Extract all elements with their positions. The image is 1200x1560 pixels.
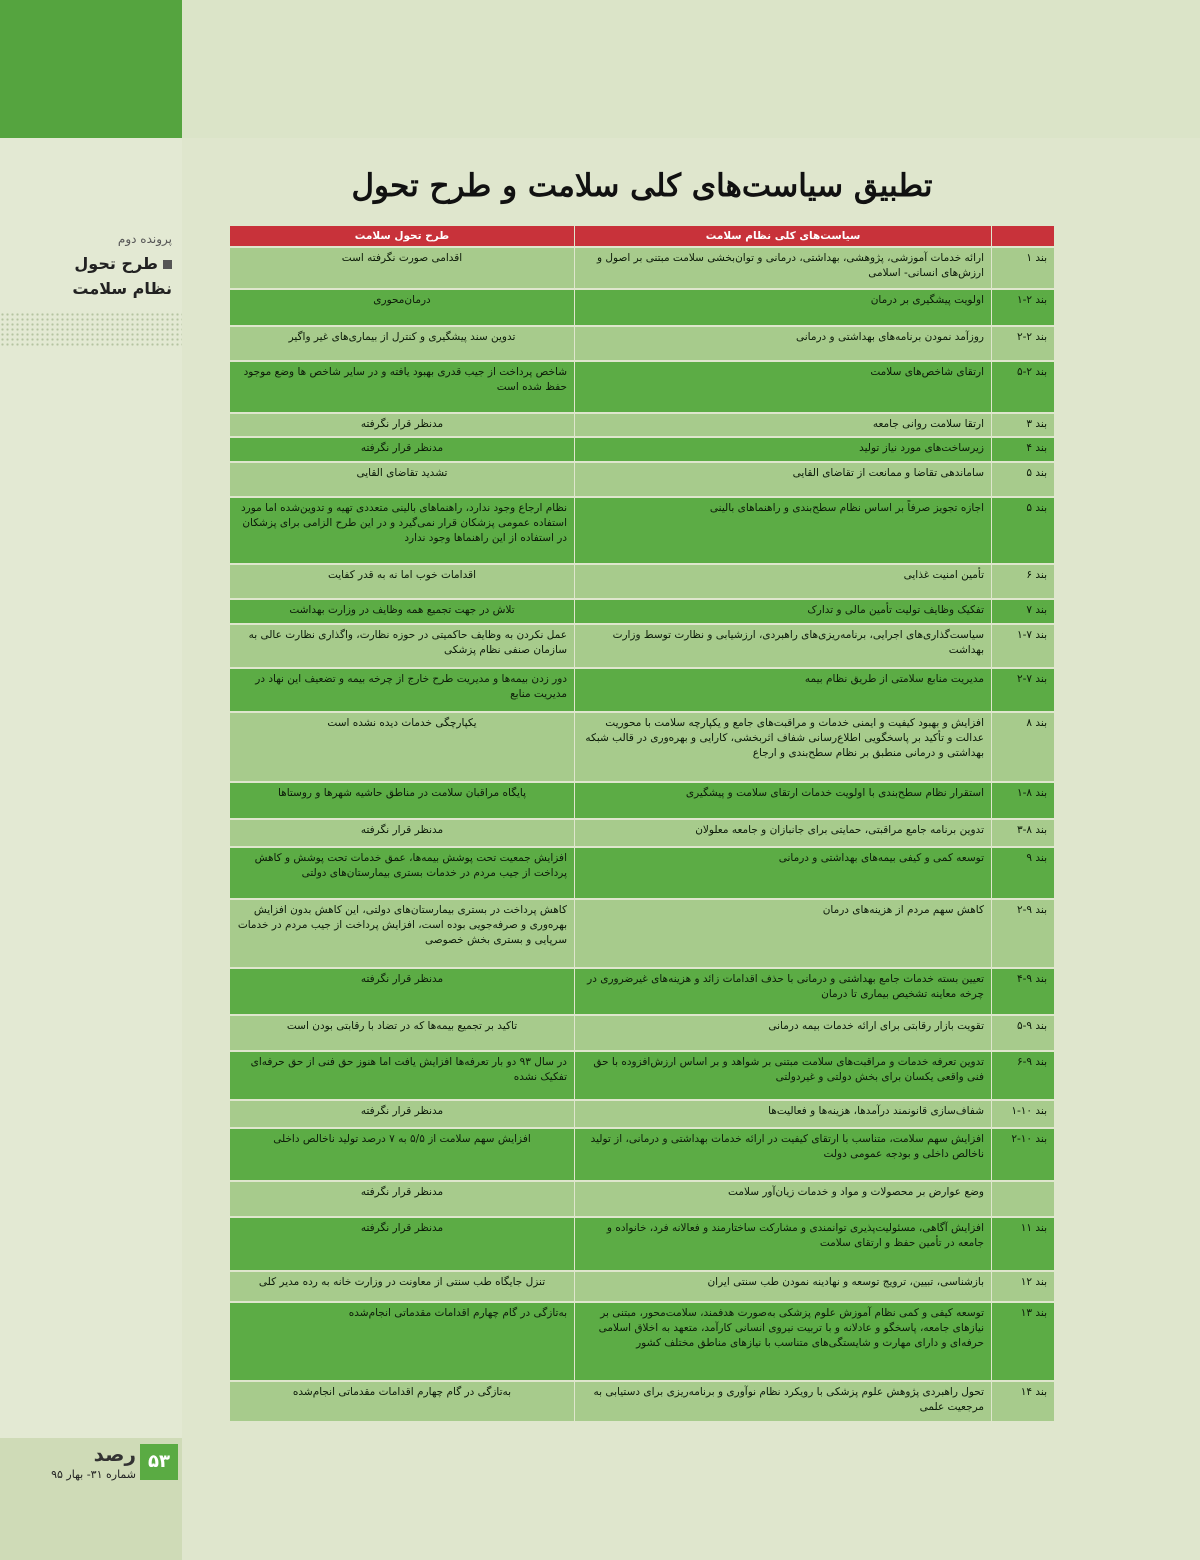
row-num: بند ۷ <box>992 600 1054 623</box>
row-action: مدنظر قرار نگرفته <box>230 1218 574 1270</box>
table-row <box>230 463 1054 496</box>
row-action: به‌تازگی در گام چهارم اقدامات مقدماتی انجام‌شده <box>230 1303 574 1380</box>
row-num: بند ۹-۵ <box>992 1016 1054 1050</box>
table-row <box>230 327 1054 360</box>
row-action: شاخص پرداخت از جیب قدری بهبود یافته و در سایر شاخص ها وضع موجود حفظ شده است <box>230 362 574 412</box>
row-policy: شفاف‌سازی قانونمند درآمدها، هزینه‌ها و فعالیت‌ها <box>575 1101 991 1127</box>
table-row <box>230 1052 1054 1099</box>
row-num: بند ۱۰-۱ <box>992 1101 1054 1127</box>
header-action: طرح تحول سلامت <box>230 226 574 246</box>
table-row <box>230 820 1054 846</box>
row-num: بند ۱۰-۲ <box>992 1129 1054 1180</box>
row-policy: افزایش و بهبود کیفیت و ایمنی خدمات و مراقبت‌های جامع و یکپارچه سلامت با محوریت عدالت و تأکید بر پاسخگویی اطلاع‌رسانی شفاف اثربخشی، کارایی و بهره‌وری در قالب شبکه بهداشتی و درمانی منطبق بر نظام سطح‌بندی و ارجاع <box>575 713 991 781</box>
row-num: بند ۲-۲ <box>992 327 1054 360</box>
row-action: افزایش جمعیت تحت پوشش بیمه‌ها، عمق خدمات تحت پوشش و کاهش پرداخت از جیب مردم در خدمات بستری بیمارستان‌های دولتی <box>230 848 574 898</box>
section-kicker: پرونده دوم <box>117 232 172 246</box>
row-policy: مدیریت منابع سلامتی از طریق نظام بیمه <box>575 669 991 711</box>
table-row <box>230 438 1054 461</box>
table-row <box>230 362 1054 412</box>
row-action: مدنظر قرار نگرفته <box>230 438 574 461</box>
row-policy: استقرار نظام سطح‌بندی با اولویت خدمات ارتقای سلامت و پیشگیری <box>575 783 991 818</box>
row-action: تنزل جایگاه طب سنتی از معاونت در وزارت خانه به رده مدیر کلی <box>230 1272 574 1301</box>
page-number: ۵۳ <box>140 1444 178 1480</box>
table-row <box>230 1101 1054 1127</box>
header-num <box>992 226 1054 246</box>
row-num: بند ۹-۶ <box>992 1052 1054 1099</box>
row-num: بند ۸-۱ <box>992 783 1054 818</box>
row-policy: تعیین بسته خدمات جامع بهداشتی و درمانی با حذف اقدامات زائد و هزینه‌های غیرضروری در چرخه معاینه تشخیص بیماری تا درمان <box>575 969 991 1014</box>
row-action: افزایش سهم سلامت از ۵/۵ به ۷ درصد تولید ناخالص داخلی <box>230 1129 574 1180</box>
table-row <box>230 713 1054 781</box>
table-row <box>230 848 1054 898</box>
row-action: درمان‌محوری <box>230 290 574 325</box>
row-action: مدنظر قرار نگرفته <box>230 820 574 846</box>
row-action: به‌تازگی در گام چهارم اقدامات مقدماتی انجام‌شده <box>230 1382 574 1421</box>
row-num: بند ۱۲ <box>992 1272 1054 1301</box>
table-row <box>230 414 1054 436</box>
row-policy: ارائه خدمات آموزشی، پژوهشی، بهداشتی، درمانی و توان‌بخشی سلامت مبتنی بر اصول و ارزش‌های انسانی- اسلامی <box>575 248 991 288</box>
section-title-line1 <box>2 254 172 273</box>
square-bullet-icon <box>163 260 172 269</box>
row-policy: اجازه تجویز صرفاً بر اساس نظام سطح‌بندی و راهنماهای بالینی <box>575 498 991 563</box>
table-row <box>230 498 1054 563</box>
table-row <box>230 290 1054 325</box>
row-policy: تأمین امنیت غذایی <box>575 565 991 598</box>
row-num: بند ۱۴ <box>992 1382 1054 1421</box>
row-policy: افزایش سهم سلامت، متناسب با ارتقای کیفیت در ارائه خدمات بهداشتی و درمانی، از تولید ناخالص داخلی و بودجه عمومی دولت <box>575 1129 991 1180</box>
row-policy: زیرساخت‌های مورد نیاز تولید <box>575 438 991 461</box>
row-policy: ساماندهی تقاضا و ممانعت از تقاضای القایی <box>575 463 991 496</box>
row-num: بند ۴ <box>992 438 1054 461</box>
section-label <box>2 232 172 298</box>
row-action: دور زدن بیمه‌ها و مدیریت طرح خارج از چرخه بیمه و تضعیف این نهاد در مدیریت منابع <box>230 669 574 711</box>
row-policy: بازشناسی، تبیین، ترویج توسعه و نهادینه نمودن طب سنتی ایران <box>575 1272 991 1301</box>
row-num: بند ۱۳ <box>992 1303 1054 1380</box>
row-action: تلاش در جهت تجمیع همه وظایف در وزارت بهداشت <box>230 600 574 623</box>
row-policy: روزآمد نمودن برنامه‌های بهداشتی و درمانی <box>575 327 991 360</box>
table-row <box>230 1382 1054 1421</box>
row-policy: ارتقا سلامت روانی جامعه <box>575 414 991 436</box>
row-policy: توسعه کمی و کیفی بیمه‌های بهداشتی و درمانی <box>575 848 991 898</box>
row-num: بند ۸ <box>992 713 1054 781</box>
table-row <box>230 625 1054 667</box>
row-num: بند ۹ <box>992 848 1054 898</box>
table-row <box>230 783 1054 818</box>
row-policy: تحول راهبردی پژوهش علوم پزشکی با رویکرد نظام نوآوری و برنامه‌ریزی برای دستیابی به مرجعیت علمی <box>575 1382 991 1421</box>
header-policy: سیاست‌های کلی نظام سلامت <box>575 226 991 246</box>
table-header-row <box>230 226 1054 246</box>
table-row <box>230 1303 1054 1380</box>
row-policy: کاهش سهم مردم از هزینه‌های درمان <box>575 900 991 967</box>
row-action: یکپارچگی خدمات دیده نشده است <box>230 713 574 781</box>
row-num: بند ۱۱ <box>992 1218 1054 1270</box>
row-policy: اولویت پیشگیری بر درمان <box>575 290 991 325</box>
row-num: بند ۶ <box>992 565 1054 598</box>
section-title-line2: نظام سلامت <box>72 279 172 298</box>
row-action: مدنظر قرار نگرفته <box>230 969 574 1014</box>
row-policy: ارتقای شاخص‌های سلامت <box>575 362 991 412</box>
row-policy: تدوین برنامه جامع مراقبتی، حمایتی برای جانبازان و جامعه معلولان <box>575 820 991 846</box>
row-action: مدنظر قرار نگرفته <box>230 414 574 436</box>
row-num: بند ۵ <box>992 498 1054 563</box>
table-row <box>230 1016 1054 1050</box>
row-policy: توسعه کیفی و کمی نظام آموزش علوم پزشکی به‌صورت هدفمند، سلامت‌محور، مبتنی بر نیازهای جامعه، پاسخگو و عادلانه و با تربیت نیروی انسانی کارآمد، متعهد به اخلاق اسلامی حرفه‌ای و دارای مهارت و شایستگی‌های متناسب با نیازهای مناطق مختلف کشور <box>575 1303 991 1380</box>
row-policy: تقویت بازار رقابتی برای ارائه خدمات بیمه درمانی <box>575 1016 991 1050</box>
row-num: بند ۷-۲ <box>992 669 1054 711</box>
row-policy: تدوین تعرفه خدمات و مراقبت‌های سلامت مبتنی بر شواهد و بر اساس ارزش‌افزوده با حق فنی واقعی یکسان برای بخش دولتی و غیردولتی <box>575 1052 991 1099</box>
row-action: در سال ۹۳ دو بار تعرفه‌ها افزایش یافت اما هنوز حق فنی از حق حرفه‌ای تفکیک نشده <box>230 1052 574 1099</box>
row-action: عمل نکردن به وظایف حاکمیتی در حوزه نظارت، واگذاری نظارت عالی به سازمان صنفی نظام پزشکی <box>230 625 574 667</box>
row-action: اقدامی صورت نگرفته است <box>230 248 574 288</box>
row-action: تدوین سند پیشگیری و کنترل از بیماری‌های غیر واگیر <box>230 327 574 360</box>
row-num: بند ۳ <box>992 414 1054 436</box>
table-row <box>230 969 1054 1014</box>
row-policy: تفکیک وظایف تولیت تأمین مالی و تدارک <box>575 600 991 623</box>
table-row <box>230 669 1054 711</box>
table-row <box>230 600 1054 623</box>
issue-label: شماره ۳۱- بهار ۹۵ <box>51 1468 136 1481</box>
page-title: تطبیق سیاست‌های کلی سلامت و طرح تحول <box>351 168 933 204</box>
row-num: بند ۷-۱ <box>992 625 1054 667</box>
row-action: پایگاه مراقبان سلامت در مناطق حاشیه شهرها و روستاها <box>230 783 574 818</box>
row-policy: افزایش آگاهی، مسئولیت‌پذیری توانمندی و مشارکت ساختارمند و فعالانه فرد، خانواده و جامعه در تأمین حفظ و ارتقای سلامت <box>575 1218 991 1270</box>
magazine-logo: رصد <box>93 1442 136 1466</box>
table-row <box>230 1129 1054 1180</box>
dot-pattern <box>0 312 182 346</box>
row-num: بند ۲-۵ <box>992 362 1054 412</box>
row-num <box>992 1182 1054 1216</box>
row-num: بند ۵ <box>992 463 1054 496</box>
section-title-text: طرح تحول <box>74 254 158 273</box>
row-policy: وضع عوارض بر محصولات و مواد و خدمات زیان‌آور سلامت <box>575 1182 991 1216</box>
top-band <box>182 0 1200 138</box>
row-num: بند ۱ <box>992 248 1054 288</box>
row-policy: سیاست‌گذاری‌های اجرایی، برنامه‌ریزی‌های راهبردی، ارزشیابی و نظارت توسط وزارت بهداشت <box>575 625 991 667</box>
row-action: اقدامات خوب اما نه به قدر کفایت <box>230 565 574 598</box>
row-action: کاهش پرداخت در بستری بیمارستان‌های دولتی، این کاهش بدون افزایش بهره‌وری و صرفه‌جویی بوده است، افزایش پرداخت از جیب مردم در خدمات سرپایی و بستری بخش خصوصی <box>230 900 574 967</box>
row-num: بند ۸-۳ <box>992 820 1054 846</box>
row-action: مدنظر قرار نگرفته <box>230 1182 574 1216</box>
table-row <box>230 900 1054 967</box>
table-row <box>230 565 1054 598</box>
row-action: تاکید بر تجمیع بیمه‌ها که در تضاد با رقابتی بودن است <box>230 1016 574 1050</box>
row-num: بند ۹-۲ <box>992 900 1054 967</box>
row-num: بند ۹-۴ <box>992 969 1054 1014</box>
row-action: تشدید تقاضای القایی <box>230 463 574 496</box>
row-num: بند ۲-۱ <box>992 290 1054 325</box>
row-action: نظام ارجاع وجود ندارد، راهنماهای بالینی متعددی تهیه و تدوین‌شده اما مورد استفاده عمومی پزشکان قرار نمی‌گیرد و در این طرح الزامی برای پزشکان در استفاده از این راهنماها وجود ندارد <box>230 498 574 563</box>
table-row <box>230 1182 1054 1216</box>
top-accent-block <box>0 0 182 138</box>
table-row <box>230 1272 1054 1301</box>
row-action: مدنظر قرار نگرفته <box>230 1101 574 1127</box>
table-row <box>230 1218 1054 1270</box>
table-row <box>230 248 1054 288</box>
